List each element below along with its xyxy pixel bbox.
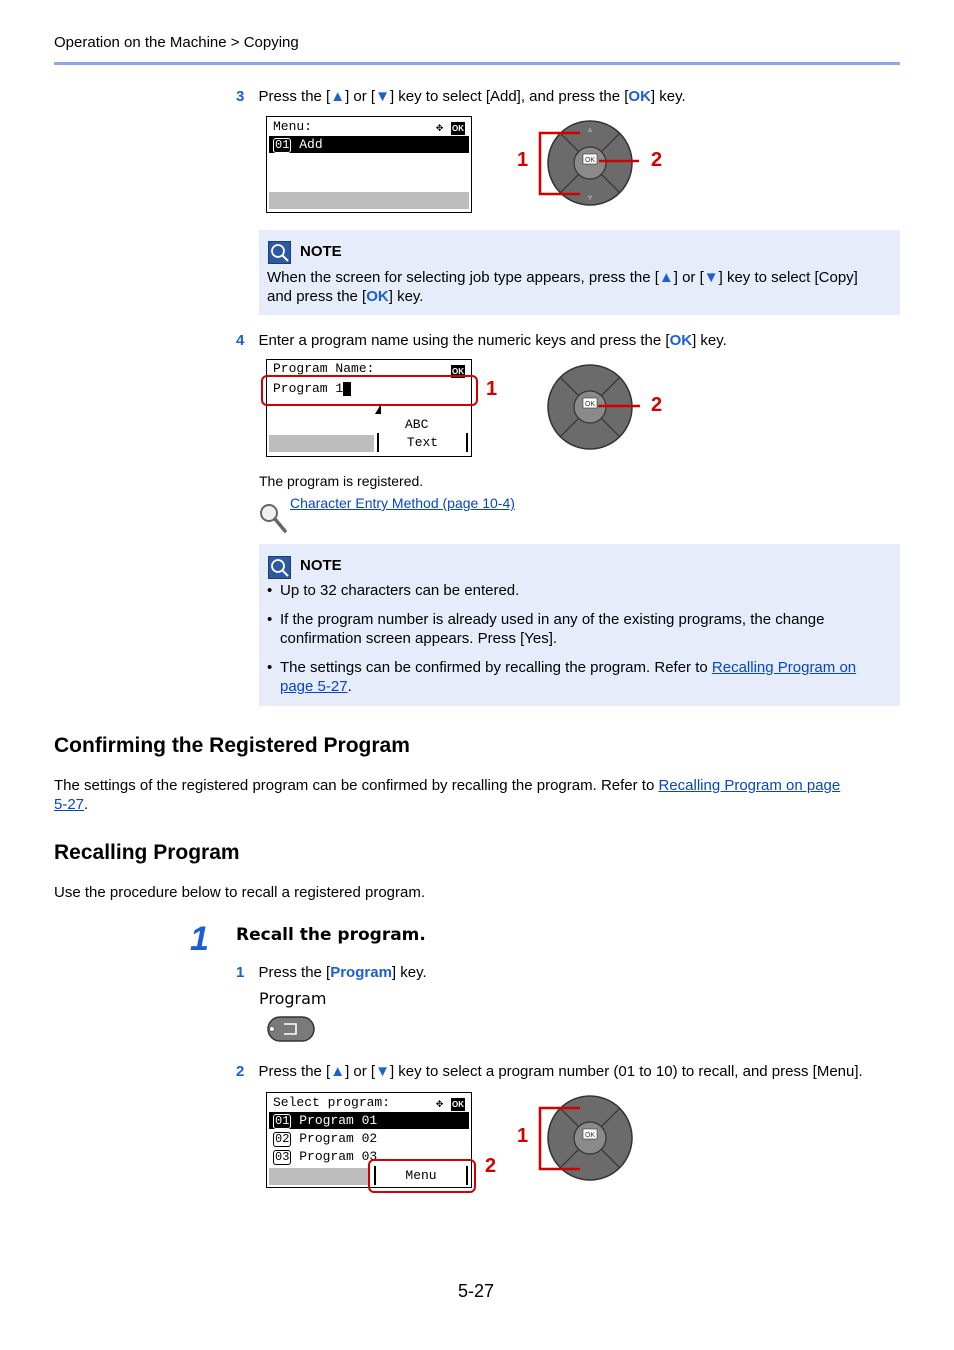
step-3 [236,87,686,106]
up-arrow-icon: ▲ [658,269,674,286]
svg-text:OK: OK [584,157,596,164]
step-text: ] key to select a program number (01 to 10) to recall, and press [Menu]. [389,1063,863,1080]
up-arrow-icon: ▲ [330,1063,346,1080]
up-key-glyph: ▵ [587,125,593,134]
step-text: Press the [ [258,964,331,981]
nav-ok-icon: ✥ OK [435,121,464,135]
ok-key-label: OK [669,332,693,349]
keypad-diagram-3 [535,1095,640,1183]
ok-icon: OK [452,367,464,376]
svg-text:OK: OK [584,401,596,408]
callout-1: 1 [517,1125,529,1147]
note-bullet-text: Up to 32 characters can be entered. [280,582,520,599]
section-body: The settings of the registered program can be confirmed by recalling the program. Refer to Recalling Program on page [54,777,841,794]
callout-1: 1 [486,378,498,400]
note-box-2 [259,544,900,706]
step-text: ] key to select [Add], and press the [ [389,88,629,105]
callout-highlight-menu [368,1159,476,1193]
callout-2: 2 [651,149,663,171]
callout-1: 1 [517,149,529,171]
registered-text: The program is registered. [259,473,424,489]
lcd-title: Menu: [273,119,313,134]
section-heading: Confirming the Registered Program [54,734,410,757]
lcd-title: Select program: [273,1095,391,1110]
note-bullet: • [267,582,273,599]
ok-key-label: OK [366,288,389,305]
note-bullet-text: page 5-27. [280,678,352,695]
down-arrow-icon: ▼ [375,88,390,105]
note-title: NOTE [300,243,342,260]
callout-highlight-input [261,375,478,406]
lcd-list-row: 03 Program 03 [275,1149,378,1164]
note-bullet: • [267,659,273,676]
recalling-program-link[interactable]: Recalling Program on [711,659,857,676]
big-step-title: Recall the program. [236,925,426,945]
step-text: ] key. [692,332,727,349]
up-arrow-icon: ▲ [330,88,346,105]
down-arrow-icon: ▼ [375,1063,390,1080]
note-line: and press the [OK] key. [267,288,424,305]
down-key-glyph: ▿ [587,193,593,202]
section-body: 5-27. [54,796,89,813]
page-link[interactable]: page 5-27 [280,678,348,695]
lcd-input-value: Program 1 [269,380,469,397]
mode-label-abc: ABC [405,417,429,432]
page-number: 5-27 [458,1281,495,1301]
step-text: ] or [ [345,88,376,105]
breadcrumb: Operation on the Machine > Copying [54,34,299,51]
character-entry-link[interactable]: Character Entry Method (page 10-4) [290,495,515,511]
note-bullet-text: The settings can be confirmed by recalling the program. Refer to Recalling Program on [280,659,857,676]
lcd-selected-row: 01 Add [269,136,469,153]
step-text: ] key. [391,964,427,981]
recalling-program-link[interactable]: Recalling Program on page [658,777,841,794]
note-line: When the screen for selecting job type appears, press the [▲] or [▼] key to select [Copy] [267,269,858,286]
step-4 [236,331,727,350]
lcd-title: Program Name: [273,361,375,376]
ok-key-label: OK [628,88,651,105]
lcd-softkey-bar [269,192,469,209]
lcd-menu-screen [266,116,472,213]
svg-text:OK: OK [584,1132,596,1139]
step-text: Press the [ [258,88,331,105]
note-box-1 [259,230,900,315]
note-bullet-text: If the program number is already used in any of the existing programs, the change [280,611,825,628]
program-key-caption: Program [259,989,327,1008]
note-bullet: • [267,611,273,628]
lcd-selected-row: 01 Program 01 [269,1112,469,1129]
step-number: 3 [236,88,245,105]
note-icon [268,556,291,579]
step-number: 4 [236,332,245,349]
magnifier-icon [258,502,288,534]
page-link[interactable]: 5-27 [54,796,85,813]
note-title: NOTE [300,557,342,574]
step-number: 1 [236,964,245,981]
down-arrow-icon: ▼ [703,269,719,286]
lcd-softkey-bar [269,1168,369,1185]
note-icon [268,241,291,264]
nav-ok-icon: ✥ OK [435,1097,464,1111]
lcd-softkey-bar [269,435,374,452]
program-key-button [266,1015,316,1043]
step-text: ] or [ [345,1063,376,1080]
softkey-menu: Menu [374,1166,468,1185]
header-rule [54,62,900,65]
substep-1 [236,963,427,982]
section-heading: Recalling Program [54,841,240,864]
step-text: Press the [ [258,1063,331,1080]
callout-2: 2 [651,394,663,416]
big-step-number: 1 [190,920,209,958]
lcd-list-row: 02 Program 02 [275,1131,378,1146]
lcd-program-name-screen [266,359,472,457]
step-text: Enter a program name using the numeric keys and press the [ [258,332,670,349]
step-text: ] key. [650,88,686,105]
callout-2: 2 [485,1155,497,1177]
substep-2 [236,1062,863,1081]
section-body: Use the procedure below to recall a registered program. [54,884,426,901]
step-number: 2 [236,1063,245,1080]
program-key-label: Program [330,964,392,981]
softkey-text: Text [377,433,468,452]
note-bullet-text: confirmation screen appears. Press [Yes]. [280,630,558,647]
